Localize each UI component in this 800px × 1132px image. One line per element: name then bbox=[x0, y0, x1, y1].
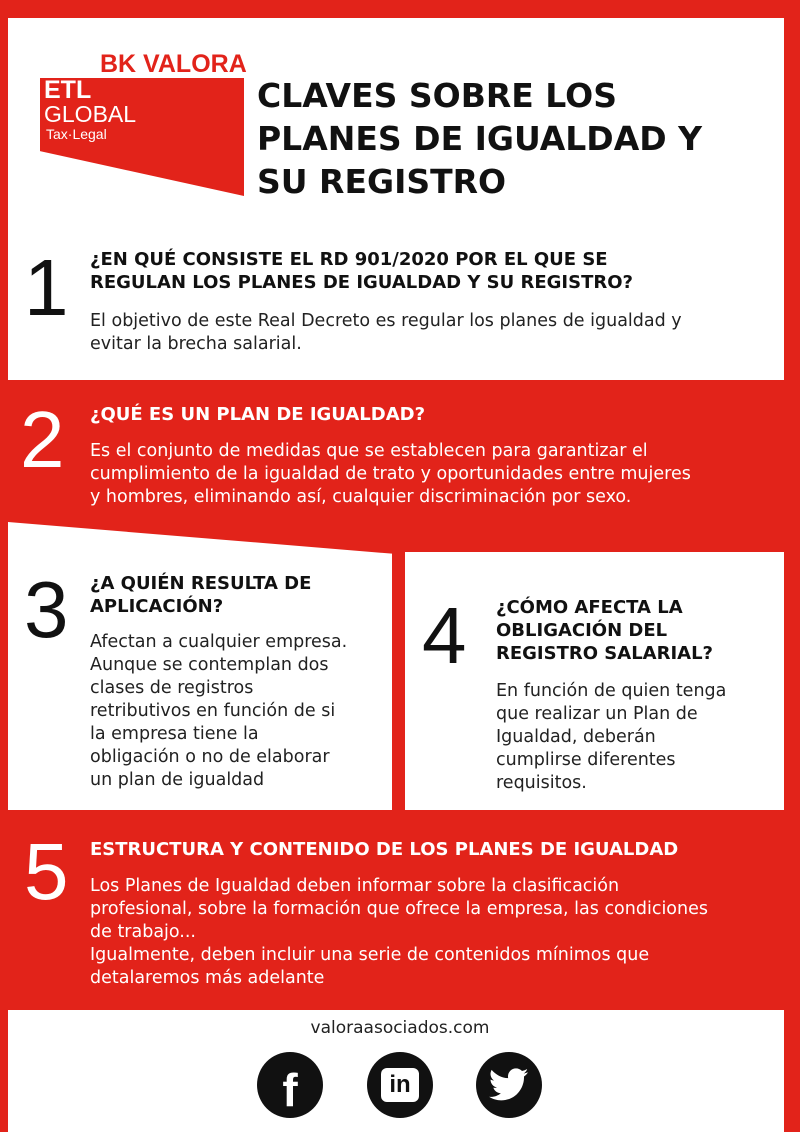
section-4-number: 4 bbox=[422, 591, 467, 680]
section-2-question: ¿QUÉ ES UN PLAN DE IGUALDAD? bbox=[90, 404, 426, 425]
page-title bbox=[257, 74, 777, 203]
linkedin-link[interactable] bbox=[367, 1052, 433, 1118]
twitter-link[interactable] bbox=[476, 1052, 542, 1118]
twitter-icon bbox=[489, 1068, 529, 1102]
section-4-question: ¿CÓMO AFECTA LA OBLIGACIÓN DEL REGISTRO SALARIAL? bbox=[496, 597, 713, 664]
section-3-question: ¿A QUIÉN RESULTA DE APLICACIÓN? bbox=[90, 573, 312, 617]
section-2-number: 2 bbox=[20, 395, 65, 484]
logo-etl: ETL bbox=[44, 76, 92, 104]
facebook-link[interactable] bbox=[257, 1052, 323, 1118]
title-line: SU REGISTRO bbox=[257, 162, 507, 201]
title-line: CLAVES SOBRE LOS bbox=[257, 76, 617, 115]
section-1-question: ¿EN QUÉ CONSISTE EL RD 901/2020 POR EL QUE SE REGULAN LOS PLANES DE IGUALDAD Y SU REGISTRO? bbox=[90, 249, 633, 293]
title-line: PLANES DE IGUALDAD Y bbox=[257, 119, 703, 158]
section-5-number: 5 bbox=[24, 827, 69, 916]
section-2-body: Es el conjunto de medidas que se establecen para garantizar el cumplimiento de la igualdad de trato y oportunidades entre mujeres y hombres, eliminando así, cualquier discriminación por sexo. bbox=[90, 441, 691, 507]
section-5-question: ESTRUCTURA Y CONTENIDO DE LOS PLANES DE IGUALDAD bbox=[90, 839, 679, 860]
section-5-body: Los Planes de Igualdad deben informar sobre la clasificación profesional, sobre la formación que ofrece la empresa, las condiciones de trabajo... Igualmente, deben incluir una serie de contenidos mínimos que detalaremos más adelante bbox=[90, 876, 708, 988]
section-4-body: En función de quien tenga que realizar un Plan de Igualdad, deberán cumplirse diferentes requisitos. bbox=[496, 681, 727, 793]
website-link[interactable]: valoraasociados.com bbox=[310, 1018, 490, 1038]
logo-bk-valora: BK VALORA bbox=[100, 50, 247, 78]
section-3-number: 3 bbox=[24, 565, 69, 654]
linkedin-icon: in bbox=[381, 1068, 419, 1102]
logo-global: GLOBAL bbox=[44, 101, 137, 127]
logo-tax-legal: Tax·Legal bbox=[46, 126, 107, 142]
section-1-number: 1 bbox=[24, 243, 69, 332]
facebook-icon: f bbox=[282, 1064, 298, 1116]
section-1-body: El objetivo de este Real Decreto es regular los planes de igualdad y evitar la brecha salarial. bbox=[90, 311, 682, 354]
section-3-body: Afectan a cualquier empresa. Aunque se contemplan dos clases de registros retributivos en función de si la empresa tiene la obligación o no de elaborar un plan de igualdad bbox=[90, 632, 348, 790]
